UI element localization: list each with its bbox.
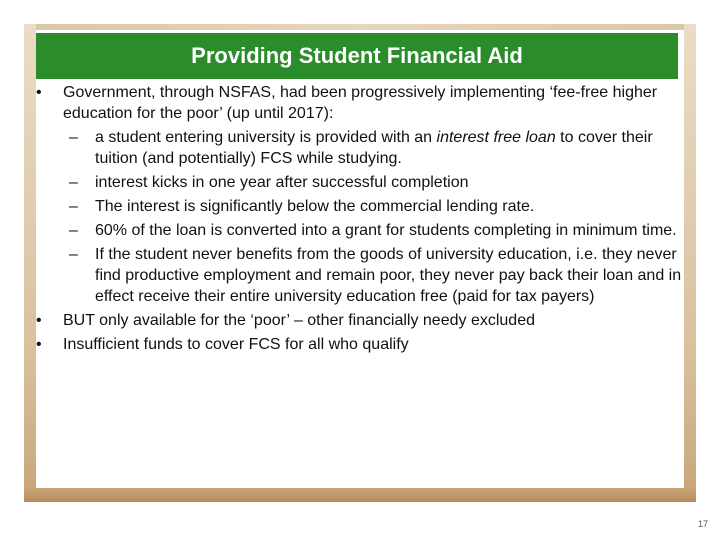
sub-bullet-text [95,127,684,169]
bullet-item [36,310,684,331]
sub-bullet-item [36,220,684,241]
sub-bullet-text: The interest is significantly below the commercial lending rate. [95,198,535,215]
frame-right-border [684,24,696,500]
sub-bullet-text: If the student never benefits from the goods of university education, i.e. they never find productive employment and remain poor, they never pay back their loan and in effect receive their entire university education free (paid for tax payers) [95,246,682,305]
title-bar [36,33,678,79]
dash-marker: – [69,129,78,146]
bullet-item [36,82,684,124]
sub-bullet-text: interest kicks in one year after successful completion [95,174,469,191]
bullet-text: BUT only available for the ‘poor’ – other financially needy excluded [63,312,535,329]
dash-marker: – [69,198,78,215]
frame-bottom-border [24,488,696,502]
bullet-text: Insufficient funds to cover FCS for all who qualify [63,336,409,353]
slide-title: Providing Student Financial Aid [191,43,523,68]
frame-top-border [24,24,696,30]
bullet-marker: • [36,312,42,329]
dash-marker: – [69,174,78,191]
bullet-marker: • [36,336,42,353]
sub-bullet-item [36,172,684,193]
dash-marker: – [69,222,78,239]
sub-bullet-item [36,244,684,307]
frame-left-border [24,24,36,500]
bullet-text: Government, through NSFAS, had been progressively implementing ‘fee-free higher education for the poor’ (up until 2017): [63,84,658,122]
sub-bullet-text-post: to cover their tuition (and potentially) FCS while studying. [95,129,653,167]
bullet-list [36,82,684,358]
bullet-item [36,334,684,355]
dash-marker: – [69,246,78,263]
sub-bullet-text-pre: a student entering university is provided with an [95,129,437,146]
interest-free-loan-emphasis: interest free loan [436,129,556,146]
sub-bullet-item [36,196,684,217]
bullet-marker: • [36,84,42,101]
page-number: 17 [697,519,708,529]
sub-bullet-text: 60% of the loan is converted into a grant for students completing in minimum time. [95,222,677,239]
sub-bullet-item [36,127,684,169]
